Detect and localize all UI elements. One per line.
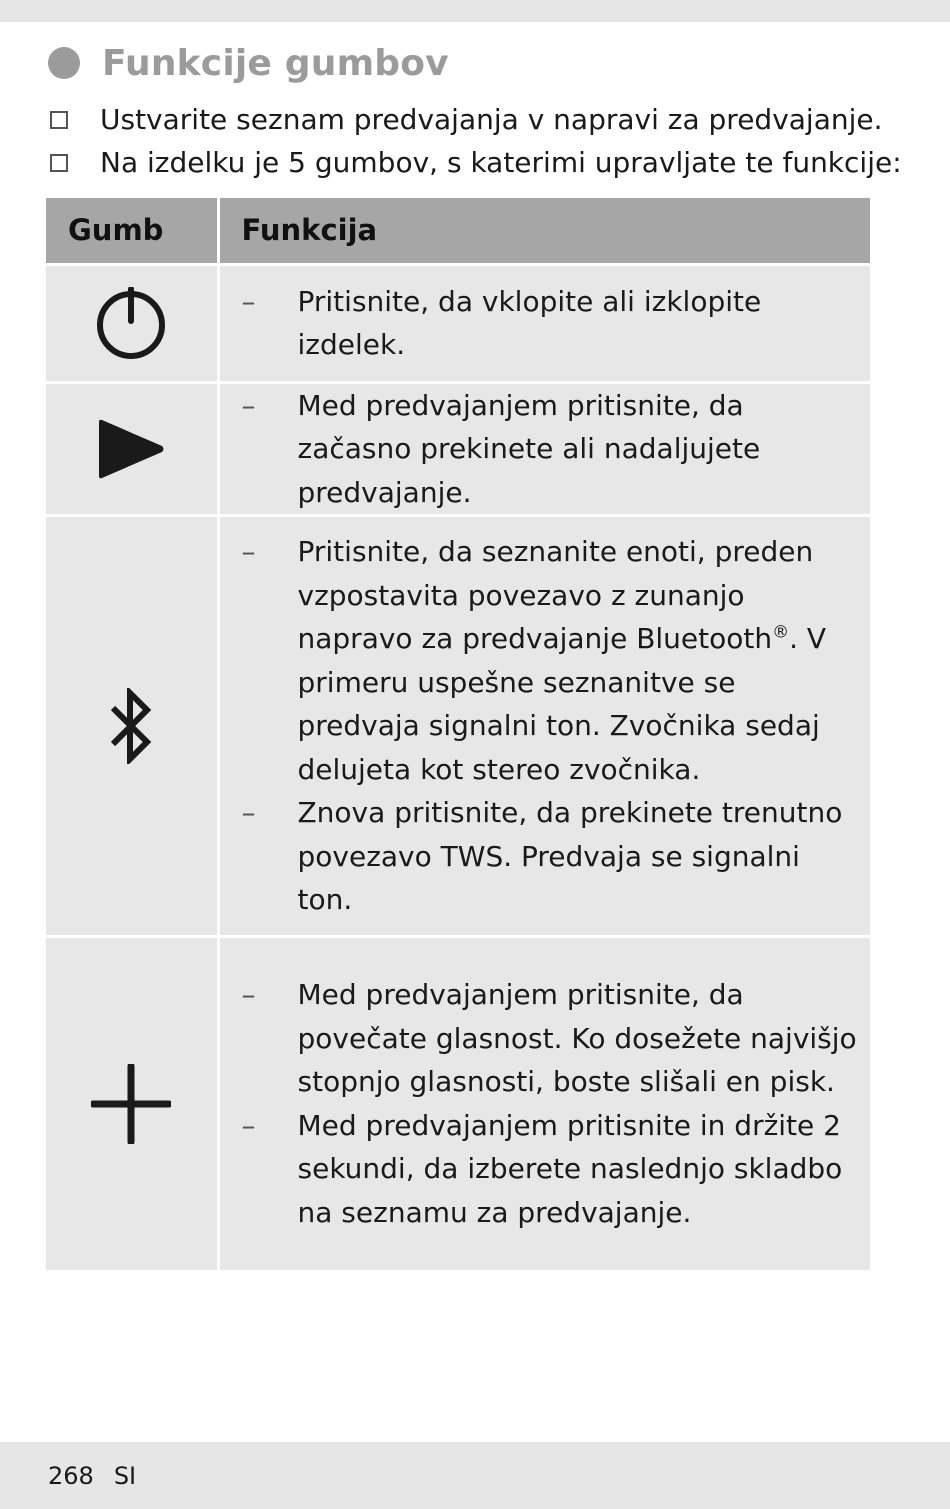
function-cell [218, 516, 870, 937]
dash-marker: – [241, 388, 256, 422]
table-row [46, 937, 870, 1270]
button-cell [46, 382, 218, 516]
dash-marker: – [241, 796, 256, 830]
plus-icon [91, 1064, 171, 1144]
table-row [46, 264, 870, 382]
page-title: Funkcije gumbov [102, 42, 449, 84]
play-icon [95, 418, 167, 480]
function-text: Pritisnite, da vklopite ali izklopite izdelek. [297, 284, 762, 361]
table-row [46, 382, 870, 516]
dash-marker: – [241, 1108, 256, 1142]
intro-list [50, 98, 902, 184]
function-item [242, 384, 863, 515]
checkbox-square-icon [50, 111, 68, 129]
intro-text: Ustvarite seznam predvajanja v napravi za predvajanje. [100, 103, 883, 136]
table-header-row [46, 198, 870, 264]
section-heading [48, 38, 449, 88]
intro-list-item [50, 141, 902, 184]
function-item [242, 791, 863, 922]
function-cell [218, 264, 870, 382]
function-text-part: Pritisnite, da seznanite enoti, preden vzpostavita povezavo z zunanjo napravo za predvajanje Bluetooth [297, 535, 814, 656]
power-icon [95, 287, 167, 359]
function-item [242, 280, 863, 367]
language-code: SI [113, 1461, 137, 1490]
checkbox-square-icon [50, 154, 68, 172]
button-cell [46, 264, 218, 382]
dash-marker: – [241, 978, 256, 1012]
page-footer [0, 1442, 950, 1509]
top-strip [0, 0, 950, 22]
function-text: Med predvajanjem pritisnite, da povečate glasnost. Ko dosežete najvišjo stopnjo glasnosti, boste slišali en pisk. [297, 978, 857, 1099]
dash-marker: – [241, 284, 256, 318]
function-text: Med predvajanjem pritisnite in držite 2 sekundi, da izberete naslednjo skladbo na seznamu za predvajanje. [297, 1108, 843, 1229]
bluetooth-icon [109, 688, 153, 764]
column-header-button: Gumb [46, 198, 218, 264]
registered-mark: ® [772, 622, 790, 643]
table-row [46, 516, 870, 937]
function-text [298, 530, 863, 791]
column-header-function: Funkcija [218, 198, 870, 264]
function-text-part: . V primeru uspešne seznanitve se predvaja signalni ton. Zvočnika sedaj delujeta kot stereo zvočnika. [297, 622, 827, 786]
function-item [242, 1104, 863, 1235]
heading-bullet-dot [48, 47, 80, 79]
function-cell [218, 382, 870, 516]
button-cell [46, 516, 218, 937]
function-text: Znova pritisnite, da prekinete trenutno povezavo TWS. Predvaja se signalni ton. [297, 796, 843, 917]
dash-marker: – [241, 535, 256, 569]
function-item [242, 973, 863, 1104]
button-cell [46, 937, 218, 1270]
button-function-table [46, 198, 870, 1270]
intro-list-item [50, 98, 902, 141]
function-text: Med predvajanjem pritisnite, da začasno prekinete ali nadaljujete predvajanje. [297, 388, 761, 509]
intro-text: Na izdelku je 5 gumbov, s katerimi upravljate te funkcije: [100, 146, 902, 179]
page-number: 268 [48, 1461, 94, 1490]
function-cell [218, 937, 870, 1270]
function-item [242, 530, 863, 791]
